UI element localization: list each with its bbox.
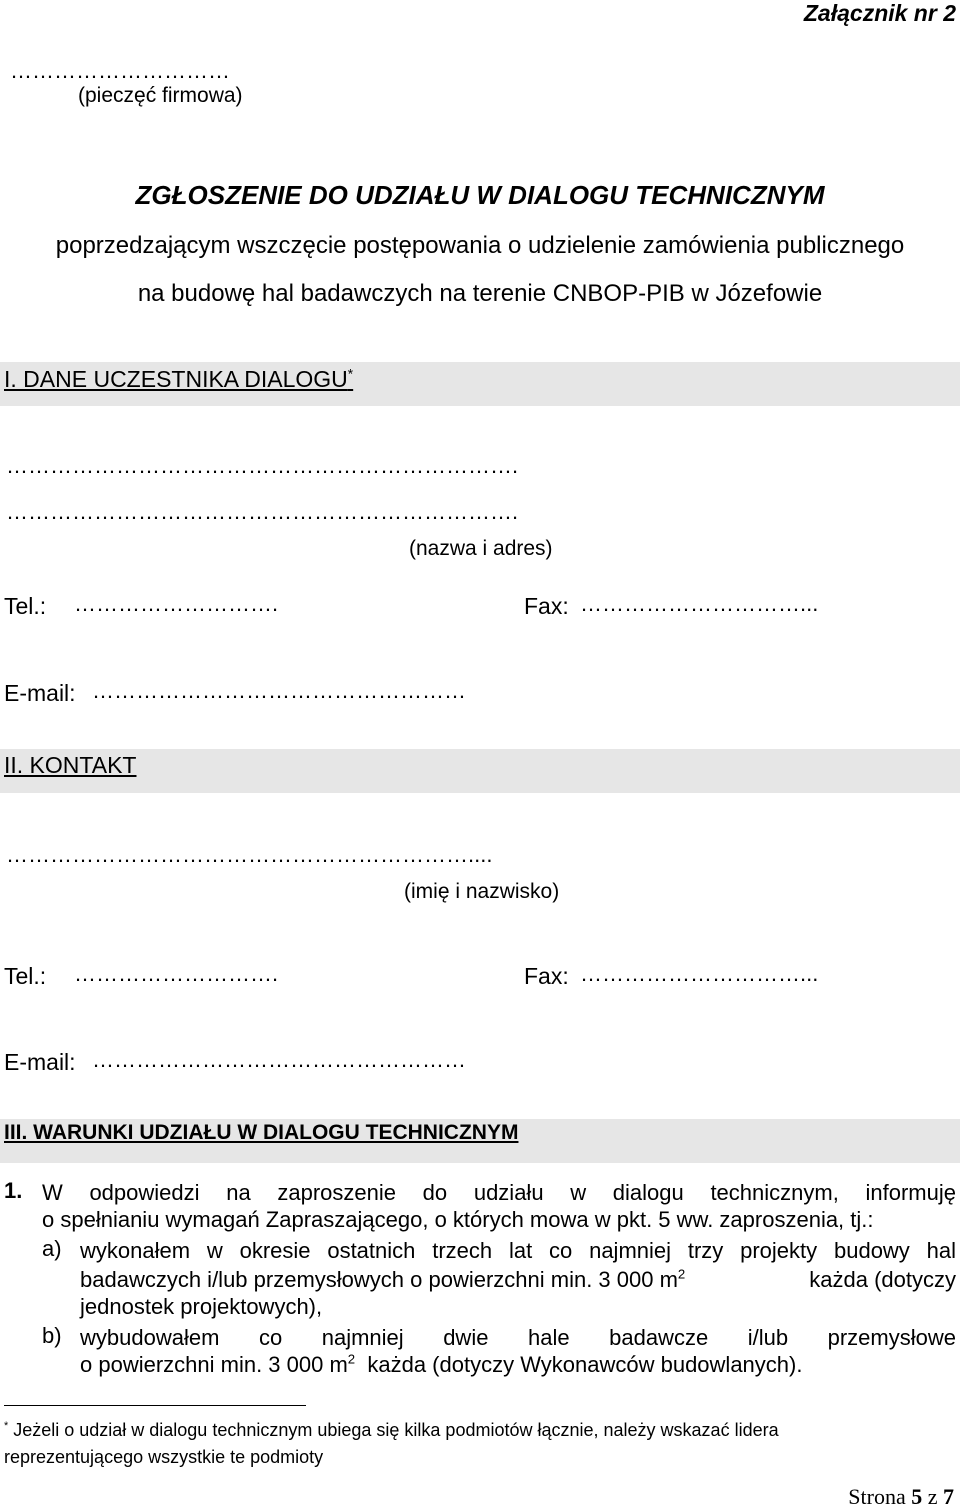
item-a-marker: a) [42, 1236, 62, 1261]
item-a-line2 [80, 1265, 956, 1294]
contact-name-dots[interactable]: ……………………………………………………….... [6, 842, 493, 867]
name-address-caption: (nazwa i adres) [409, 537, 553, 560]
s1-fax-field[interactable]: …………………………... [580, 591, 819, 616]
footnote: * Jeżeli o udział w dialogu technicznym ubiega się kilka podmiotów łącznie, należy wskazać lidera reprezentującego wszystkie te podmioty [4, 1420, 779, 1467]
paragraph1-number: 1. [4, 1178, 23, 1203]
paragraph1-line2: o spełnianiu wymagań Zapraszającego, o których mowa w pkt. 5 ww. zaproszenia, tj.: [42, 1207, 874, 1232]
s1-tel-field[interactable]: ………………………. [74, 591, 279, 616]
s2-fax-field[interactable]: …………………………... [580, 961, 819, 986]
stamp-label: (pieczęć firmowa) [78, 84, 243, 107]
item-a-line3: jednostek projektowych), [80, 1294, 323, 1319]
document-title: ZGŁOSZENIE DO UDZIAŁU W DIALOGU TECHNICZNYM [135, 180, 825, 210]
item-b-line1: wybudowałem co najmniej dwie hale badawcze i/lub przemysłowe [80, 1325, 956, 1350]
section2-band [0, 749, 960, 793]
footnote-marker: * [4, 1420, 9, 1432]
s1-email-field[interactable]: …………………………………………… [92, 678, 466, 703]
contact-name-caption: (imię i nazwisko) [404, 880, 560, 903]
item-a-line2-text: badawczych i/lub przemysłowych o powierzchni min. 3 000 $m^2$ [80, 1266, 686, 1292]
paragraph1-line1: W odpowiedzi na zaproszenie do udziału w dialogu technicznym, informuję [42, 1180, 956, 1205]
s2-email-field[interactable]: …………………………………………… [92, 1047, 466, 1072]
footnote-separator [4, 1405, 306, 1406]
participant-address-dots[interactable]: ……………………………………………………………. [6, 499, 519, 524]
section2-heading: II. KONTAKT [4, 752, 137, 778]
document-subtitle-line2: na budowę hal badawczych na terenie CNBOP-PIB w Józefowie [137, 280, 823, 307]
s1-tel-label: Tel.: [4, 593, 47, 619]
item-a-line2-tail: każda (dotyczy [809, 1267, 956, 1292]
item-a-line1: wykonałem w okresie ostatnich trzech lat co najmniej trzy projekty budowy hal [80, 1238, 956, 1263]
s1-email-label: E-mail: [4, 680, 76, 706]
s2-email-label: E-mail: [4, 1049, 76, 1075]
document-subtitle-line1: poprzedzającym wszczęcie postępowania o udzielenie zamówienia publicznego [55, 232, 905, 259]
s1-fax-label: Fax: [524, 593, 569, 619]
page-number: Strona 5 z 7 [848, 1484, 954, 1509]
stamp-dots: ………………………… [10, 58, 230, 83]
s2-tel-label: Tel.: [4, 963, 47, 989]
item-b-line2: o powierzchni min. 3 000 $m^2$ każda (dotyczy Wykonawców budowlanych). [80, 1351, 803, 1377]
participant-name-dots[interactable]: ……………………………………………………………. [6, 453, 519, 478]
section3-heading: III. WARUNKI UDZIAŁU W DIALOGU TECHNICZNYM [4, 1121, 519, 1144]
item-b-marker: b) [42, 1323, 62, 1348]
annex-label: Załącznik nr 2 [803, 0, 956, 26]
s2-fax-label: Fax: [524, 963, 569, 989]
section1-heading: I. DANE UCZESTNIKA DIALOGU* [4, 366, 354, 392]
s2-tel-field[interactable]: ………………………. [74, 961, 279, 986]
section1-footnote-marker: * [347, 366, 354, 382]
